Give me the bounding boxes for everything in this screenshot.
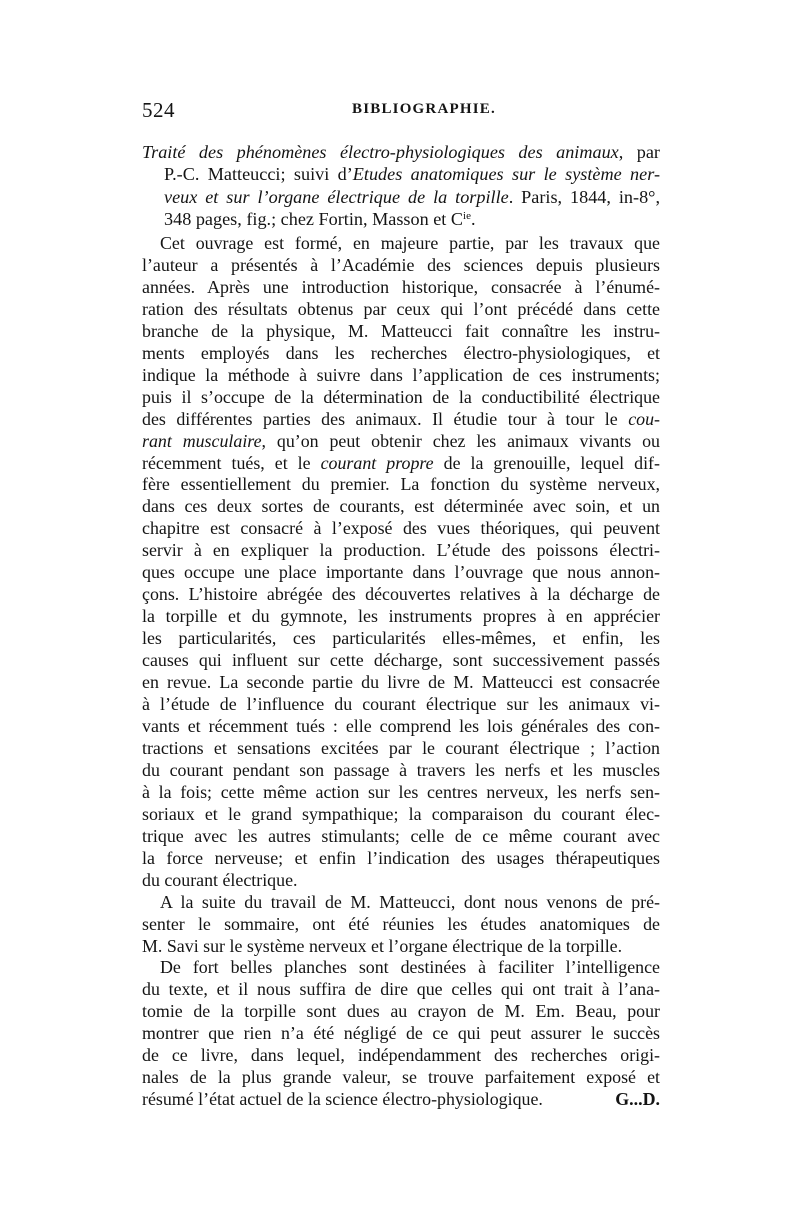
body-line: [142, 409, 660, 431]
italic-text: courant propre: [320, 452, 434, 473]
body-line: [142, 914, 660, 936]
text-segment: nales de la plus grande valeur, se trouve parfaitement exposé et: [142, 1067, 660, 1088]
body-line: [142, 255, 660, 277]
text-segment: ments employés dans les recherches électro-physiologiques, et: [142, 342, 660, 363]
entry-line: [142, 186, 660, 208]
text-segment: de la grenouille, lequel dif-: [433, 452, 660, 473]
text-segment: branche de la physique, M. Matteucci fait connaître les instru-: [142, 320, 660, 341]
body-line: [142, 606, 660, 628]
text-segment: P.-C. Matteucci; suivi d’: [164, 164, 353, 185]
body-line: [142, 584, 660, 606]
text-segment: des différentes parties des animaux. Il étudie tour à tour le: [142, 408, 629, 429]
body-line: [142, 321, 660, 343]
body-line: [142, 716, 660, 738]
text-segment: servir à en expliquer la production. L’étude des poissons électri-: [142, 540, 660, 561]
body-line: [142, 1001, 660, 1023]
entry-line: [142, 208, 660, 230]
body-line: [142, 299, 660, 321]
body-line: [142, 453, 660, 475]
text-segment: , qu’on peut obtenir chez les animaux vivants ou: [261, 430, 660, 451]
text-segment: du courant électrique.: [142, 869, 298, 890]
text-segment: . Paris, 1844, in-8°,: [508, 186, 660, 207]
page-header: [142, 98, 664, 124]
text-segment: tractions et sensations excitées par le courant électrique ; l’action: [142, 737, 660, 758]
text-segment: soriaux et le grand sympathique; la comparaison du courant élec-: [142, 803, 660, 824]
body-line: [142, 431, 660, 453]
body-line: [142, 277, 660, 299]
text-segment: les particularités, ces particularités elles-mêmes, et enfin, les: [142, 628, 660, 649]
review-body: [142, 233, 660, 1111]
text-segment: la torpille et du gymnote, les instruments propres à en apprécier: [142, 606, 660, 627]
text-segment: à la fois; cette même action sur les centres nerveux, les nerfs sen-: [142, 781, 660, 802]
entry-line: [142, 141, 660, 163]
text-segment: du courant pendant son passage à travers les nerfs et les muscles: [142, 759, 660, 780]
body-line: [142, 650, 660, 672]
text-segment: De fort belles planches sont destinées à faciliter l’intelligence: [160, 957, 660, 978]
text-segment: ques occupe une place importante dans l’ouvrage que nous annon-: [142, 562, 660, 583]
italic-text: veux et sur l’organe électrique de la torpille: [164, 186, 509, 207]
italic-text: Traité des phénomènes électro-physiologiques des animaux: [142, 142, 619, 162]
bibliographic-entry: [142, 141, 660, 230]
body-line: [142, 1067, 660, 1089]
body-line: [142, 826, 660, 848]
text-segment: , par: [618, 142, 660, 162]
body-line: [142, 474, 660, 496]
body-line: [142, 1045, 660, 1067]
text-segment: vants et récemment tués : elle comprend les lois générales des con-: [142, 715, 660, 736]
body-line: [142, 496, 660, 518]
text-segment: causes qui influent sur cette décharge, sont successivement passés: [142, 650, 660, 671]
text-segment: en revue. La seconde partie du livre de M. Matteucci est consacrée: [142, 672, 660, 693]
body-line: [142, 957, 660, 979]
text-segment: résumé l’état actuel de la science électro-physiologique.: [142, 1089, 543, 1110]
body-line: [142, 848, 660, 870]
text-segment: Cet ouvrage est formé, en majeure partie, par les travaux que: [160, 233, 660, 253]
author-signature: G...D.: [615, 1089, 660, 1110]
body-line: [142, 1089, 660, 1111]
text-segment: 348 pages, fig.; chez Fortin, Masson et C: [164, 208, 464, 229]
body-line: [142, 1023, 660, 1045]
body-line: [142, 343, 660, 365]
body-line: [142, 672, 660, 694]
text-segment: de ce livre, dans lequel, indépendamment des recherches origi-: [142, 1045, 660, 1066]
body-line: [142, 936, 660, 958]
text-segment: M. Savi sur le système nerveux et l’organe électrique de la torpille.: [142, 935, 623, 956]
body-line: [142, 518, 660, 540]
italic-text: cou-: [628, 408, 660, 429]
text-segment: années. Après une introduction historique, consacrée à l’énumé-: [142, 276, 660, 297]
text-segment: la force nerveuse; et enfin l’indication des usages thérapeutiques: [142, 847, 660, 868]
body-line: [142, 738, 660, 760]
body-line: [142, 628, 660, 650]
entry-line: [142, 163, 660, 185]
text-segment: ie: [463, 209, 471, 222]
text-segment: à l’étude de l’influence du courant électrique sur les animaux vi-: [142, 694, 660, 715]
body-line: [142, 870, 660, 892]
text-segment: fère essentiellement du premier. La fonction du système nerveux,: [142, 474, 660, 495]
body-line: [142, 562, 660, 584]
body-line: [142, 540, 660, 562]
body-line: [142, 782, 660, 804]
text-segment: trique avec les autres stimulants; celle de ce même courant avec: [142, 825, 660, 846]
text-segment: dans ces deux sortes de courants, est déterminée avec soin, et un: [142, 496, 660, 517]
body-line: [142, 804, 660, 826]
text-segment: récemment tués, et le: [142, 452, 321, 473]
text-segment: ration des résultats obtenus par ceux qui l’ont précédé dans cette: [142, 298, 660, 319]
body-line: [142, 694, 660, 716]
text-segment: tomie de la torpille sont dues au crayon de M. Em. Beau, pour: [142, 1001, 660, 1022]
italic-text: Etudes anatomiques sur le système ner-: [352, 164, 660, 185]
text-segment: du texte, et il nous suffira de dire que celles qui ont trait à l’ana-: [142, 979, 660, 1000]
text-segment: montrer que rien n’a été négligé de ce qui peut assurer le succès: [142, 1023, 660, 1044]
body-line: [142, 892, 660, 914]
text-segment: çons. L’histoire abrégée des découvertes relatives à la décharge de: [142, 584, 660, 605]
running-head: BIBLIOGRAPHIE.: [352, 101, 496, 117]
body-line: [142, 233, 660, 255]
text-segment: chapitre est consacré à l’exposé des vues théoriques, qui peuvent: [142, 518, 660, 539]
body-line: [142, 365, 660, 387]
text-segment: senter le sommaire, ont été réunies les études anatomiques de: [142, 913, 660, 934]
page-number: 524: [142, 98, 175, 122]
text-segment: l’auteur a présentés à l’Académie des sciences depuis plusieurs: [142, 254, 660, 275]
body-line: [142, 760, 660, 782]
body-line: [142, 387, 660, 409]
text-segment: indique la méthode à suivre dans l’application de ces instruments;: [142, 364, 660, 385]
text-segment: puis il s’occupe de la détermination de la conductibilité électrique: [142, 386, 660, 407]
italic-text: rant musculaire: [142, 430, 262, 451]
text-segment: A la suite du travail de M. Matteucci, dont nous venons de pré-: [160, 891, 660, 912]
body-line: [142, 979, 660, 1001]
text-segment: .: [471, 208, 476, 229]
